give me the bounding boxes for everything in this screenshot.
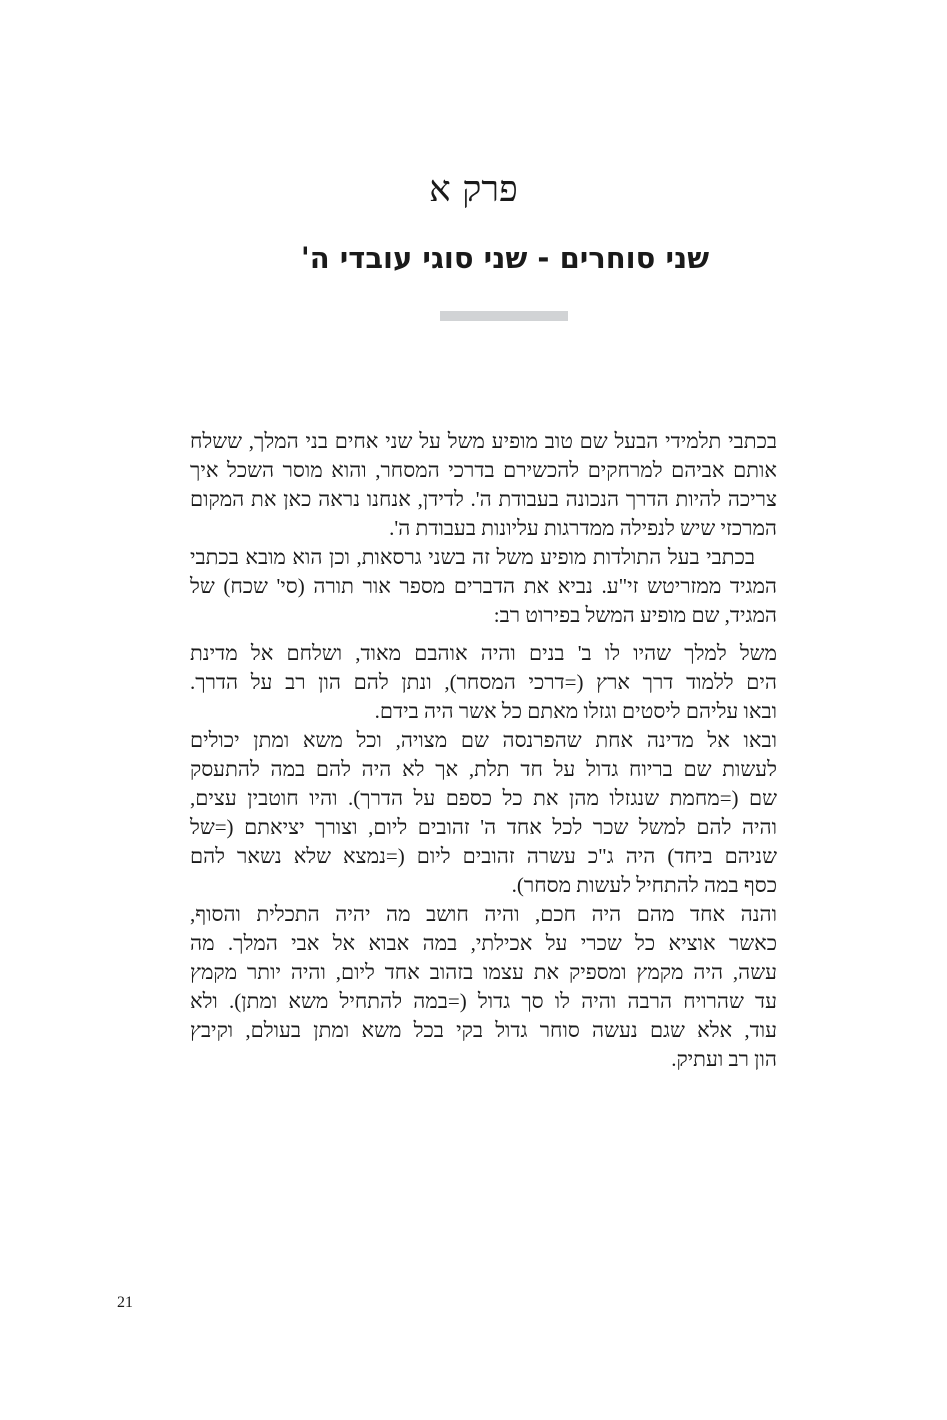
text-line: והיה להם למשל שכר לכל אחד ה' זהובים ליום, וצורך יציאתם (=של [190, 815, 777, 839]
text-line: כאשר אוציא כל שכרי על אכילתי, במה אבוא אל אבי המלך. מה [190, 931, 777, 955]
text-line: הים ללמוד דרך ארץ (=דרכי המסחר), ונתן להם הון רב על הדרך. [190, 670, 777, 694]
body-text [190, 427, 777, 1074]
chapter-title: שני סוחרים - שני סוגי עובדי ה' [300, 241, 710, 275]
title-divider [440, 311, 568, 321]
text-line: בכתבי בעל התולדות מופיע משל זה בשני גרסאות, וכן הוא מובא בכתבי [190, 545, 755, 569]
text-line: והנה אחד מהם היה חכם, והיה חושב מה יהיה התכלית והסוף, [190, 902, 777, 926]
text-line: ובאו אל מדינה אחת שהפרנסה שם מצויה, וכל משא ומתן יכולים [190, 728, 777, 752]
text-line: צריכה להיות הדרך הנכונה בעבודת ה'. לדידן, אנחנו נראה כאן את המקום [190, 487, 777, 511]
text-line: כסף במה להתחיל לעשות מסחר). [511, 873, 777, 897]
text-line: המרכזי שיש לנפילה ממדרגות עליונות בעבודת ה'. [389, 516, 777, 540]
text-line: שם (=מחמת שנגזלו מהן את כל כספם על הדרך). והיו חוטבין עצים, [190, 786, 777, 810]
text-line: בכתבי תלמידי הבעל שם טוב מופיע משל על שני אחים בני המלך, ששלח [190, 429, 777, 453]
page-number: 21 [117, 1294, 133, 1311]
paragraph-second [190, 543, 777, 630]
text-line: לעשות שם בריוח גדול על חד תלת, אך לא היה להם במה להתעסק [190, 757, 777, 781]
text-line: עוד, אלא שגם נעשה סוחר גדול בקי בכל משא ומתן בעולם, וקיבץ [190, 1018, 777, 1042]
paragraph-intro [190, 427, 777, 543]
text-line: שניהם ביחד) היה ג"כ עשרה זהובים ליום (=נמצא שלא נשאר להם [190, 844, 777, 868]
text-line: הון רב ועתיק. [671, 1047, 777, 1071]
chapter-number: פרק א [429, 169, 518, 210]
quote-parable [190, 639, 777, 1074]
quote-block-3 [190, 900, 777, 1074]
text-line: המגיד ממזריטש זי"ע. נביא את הדברים מספר אור תורה (סי' שכח) של [190, 574, 777, 598]
text-line: ובאו עליהם ליסטים וגזלו מאתם כל אשר היה בידם. [374, 699, 777, 723]
text-line: עשה, היה מקמץ ומספיק את עצמו בזהוב אחד ליום, והיה יותר מקמץ [190, 960, 777, 984]
text-line: המגיד, שם מופיע המשל בפירוט רב: [493, 603, 777, 627]
quote-block-2 [190, 726, 777, 900]
quote-block-1 [190, 639, 777, 726]
text-line: עד שהרויח הרבה והיה לו סך גדול (=במה להתחיל משא ומתן). ולא [190, 989, 777, 1013]
text-line: משל למלך שהיו לו ב' בנים והיה אוהבם מאוד, ושלחם אל מדינת [190, 641, 777, 665]
text-line: אותם אביהם למרחקים להכשירם בדרכי המסחר, והוא מוסר השכל איך [190, 458, 777, 482]
